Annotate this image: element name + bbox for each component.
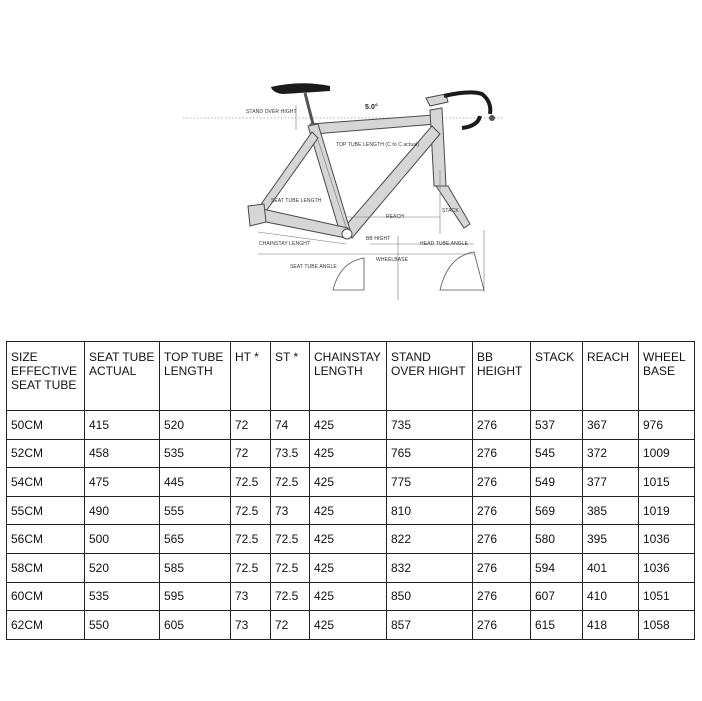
table-cell: 72 — [271, 611, 310, 640]
bike-frame-drawing — [0, 0, 702, 310]
table-cell: 385 — [583, 496, 639, 525]
table-cell: 72.5 — [271, 582, 310, 611]
table-cell: 73 — [271, 496, 310, 525]
table-cell: 72.5 — [271, 553, 310, 582]
table-cell: 276 — [473, 553, 531, 582]
table-cell: 73 — [231, 582, 271, 611]
table-cell: 276 — [473, 611, 531, 640]
table-row — [7, 411, 695, 440]
table-cell: 395 — [583, 525, 639, 554]
column-header: SIZE EFFECTIVE SEAT TUBE — [7, 342, 85, 411]
table-cell: 58CM — [7, 553, 85, 582]
table-cell: 418 — [583, 611, 639, 640]
table-cell: 580 — [531, 525, 583, 554]
table-cell: 976 — [639, 411, 695, 440]
table-cell: 410 — [583, 582, 639, 611]
table-cell: 565 — [160, 525, 231, 554]
table-cell: 1036 — [639, 553, 695, 582]
wheelbase-label: WHEELBASE — [376, 257, 409, 263]
stand-over-label: STAND OVER HIGHT — [246, 109, 297, 115]
table-cell: 72 — [231, 439, 271, 468]
table-cell: 425 — [310, 411, 387, 440]
table-cell: 401 — [583, 553, 639, 582]
table-cell: 425 — [310, 611, 387, 640]
table-cell: 425 — [310, 553, 387, 582]
column-header: ST * — [271, 342, 310, 411]
geometry-table — [6, 341, 695, 640]
table-cell: 72.5 — [271, 525, 310, 554]
table-cell: 72 — [231, 411, 271, 440]
column-header: WHEEL BASE — [639, 342, 695, 411]
stack-label: STACK — [442, 208, 459, 214]
table-cell: 276 — [473, 439, 531, 468]
table-cell: 810 — [387, 496, 473, 525]
table-cell: 520 — [85, 553, 160, 582]
table-row — [7, 496, 695, 525]
table-cell: 545 — [531, 439, 583, 468]
table-cell: 569 — [531, 496, 583, 525]
table-row — [7, 553, 695, 582]
table-cell: 52CM — [7, 439, 85, 468]
table-header-row — [7, 342, 695, 411]
table-cell: 535 — [85, 582, 160, 611]
table-row — [7, 468, 695, 497]
top-tube-length-label: TOP TUBE LENGTH (C to C actual) — [336, 142, 420, 148]
table-cell: 372 — [583, 439, 639, 468]
seat-tube-length-label: SEAT TUBE LENGTH — [271, 198, 322, 204]
chainstay-length-label: CHAINSTAY LENGHT — [259, 241, 311, 247]
table-cell: 54CM — [7, 468, 85, 497]
table-cell: 276 — [473, 496, 531, 525]
table-cell: 1015 — [639, 468, 695, 497]
table-cell: 72.5 — [231, 468, 271, 497]
table-cell: 425 — [310, 525, 387, 554]
table-row — [7, 439, 695, 468]
table-cell: 765 — [387, 439, 473, 468]
table-body — [7, 411, 695, 640]
table-cell: 276 — [473, 525, 531, 554]
table-cell: 735 — [387, 411, 473, 440]
top-tube-slope-label: 5.0° — [365, 104, 378, 111]
table-cell: 415 — [85, 411, 160, 440]
table-cell: 276 — [473, 468, 531, 497]
table-cell: 276 — [473, 582, 531, 611]
table-cell: 549 — [531, 468, 583, 497]
table-cell: 595 — [160, 582, 231, 611]
table-cell: 276 — [473, 411, 531, 440]
table-cell: 56CM — [7, 525, 85, 554]
table-cell: 1009 — [639, 439, 695, 468]
table-cell: 50CM — [7, 411, 85, 440]
table-cell: 475 — [85, 468, 160, 497]
bb-height-label: BB HIGHT — [366, 236, 391, 242]
table-cell: 594 — [531, 553, 583, 582]
column-header: HT * — [231, 342, 271, 411]
table-cell: 425 — [310, 582, 387, 611]
seat-tube-angle-label: SEAT TUBE ANGLE — [290, 264, 337, 270]
table-cell: 555 — [160, 496, 231, 525]
table-cell: 605 — [160, 611, 231, 640]
table-cell: 62CM — [7, 611, 85, 640]
table-row — [7, 611, 695, 640]
reach-label: REACH — [386, 214, 405, 220]
column-header: STAND OVER HIGHT — [387, 342, 473, 411]
table-cell: 425 — [310, 439, 387, 468]
column-header: TOP TUBE LENGTH — [160, 342, 231, 411]
table-cell: 1051 — [639, 582, 695, 611]
table-cell: 445 — [160, 468, 231, 497]
table-cell: 490 — [85, 496, 160, 525]
bike-geometry-diagram — [0, 0, 702, 310]
table-cell: 425 — [310, 496, 387, 525]
table-cell: 822 — [387, 525, 473, 554]
table-cell: 615 — [531, 611, 583, 640]
table-cell: 458 — [85, 439, 160, 468]
table-cell: 1019 — [639, 496, 695, 525]
table-cell: 72.5 — [231, 496, 271, 525]
table-cell: 425 — [310, 468, 387, 497]
table-cell: 60CM — [7, 582, 85, 611]
table-row — [7, 525, 695, 554]
table-cell: 832 — [387, 553, 473, 582]
table-cell: 1036 — [639, 525, 695, 554]
column-header: REACH — [583, 342, 639, 411]
table-cell: 520 — [160, 411, 231, 440]
table-cell: 55CM — [7, 496, 85, 525]
table-cell: 857 — [387, 611, 473, 640]
column-header: STACK — [531, 342, 583, 411]
table-cell: 585 — [160, 553, 231, 582]
column-header: BB HEIGHT — [473, 342, 531, 411]
column-header: SEAT TUBE ACTUAL — [85, 342, 160, 411]
head-tube-angle-label: HEAD TUBE ANGLE — [420, 241, 469, 247]
table-cell: 73 — [231, 611, 271, 640]
table-cell: 72.5 — [271, 468, 310, 497]
table-cell: 550 — [85, 611, 160, 640]
table-cell: 500 — [85, 525, 160, 554]
table-cell: 775 — [387, 468, 473, 497]
table-cell: 72.5 — [231, 525, 271, 554]
table-row — [7, 582, 695, 611]
table-cell: 535 — [160, 439, 231, 468]
table-cell: 72.5 — [231, 553, 271, 582]
table-cell: 850 — [387, 582, 473, 611]
column-header: CHAINSTAY LENGTH — [310, 342, 387, 411]
table-cell: 74 — [271, 411, 310, 440]
table-cell: 1058 — [639, 611, 695, 640]
table-cell: 537 — [531, 411, 583, 440]
table-cell: 73.5 — [271, 439, 310, 468]
table-cell: 607 — [531, 582, 583, 611]
table-cell: 367 — [583, 411, 639, 440]
table-cell: 377 — [583, 468, 639, 497]
